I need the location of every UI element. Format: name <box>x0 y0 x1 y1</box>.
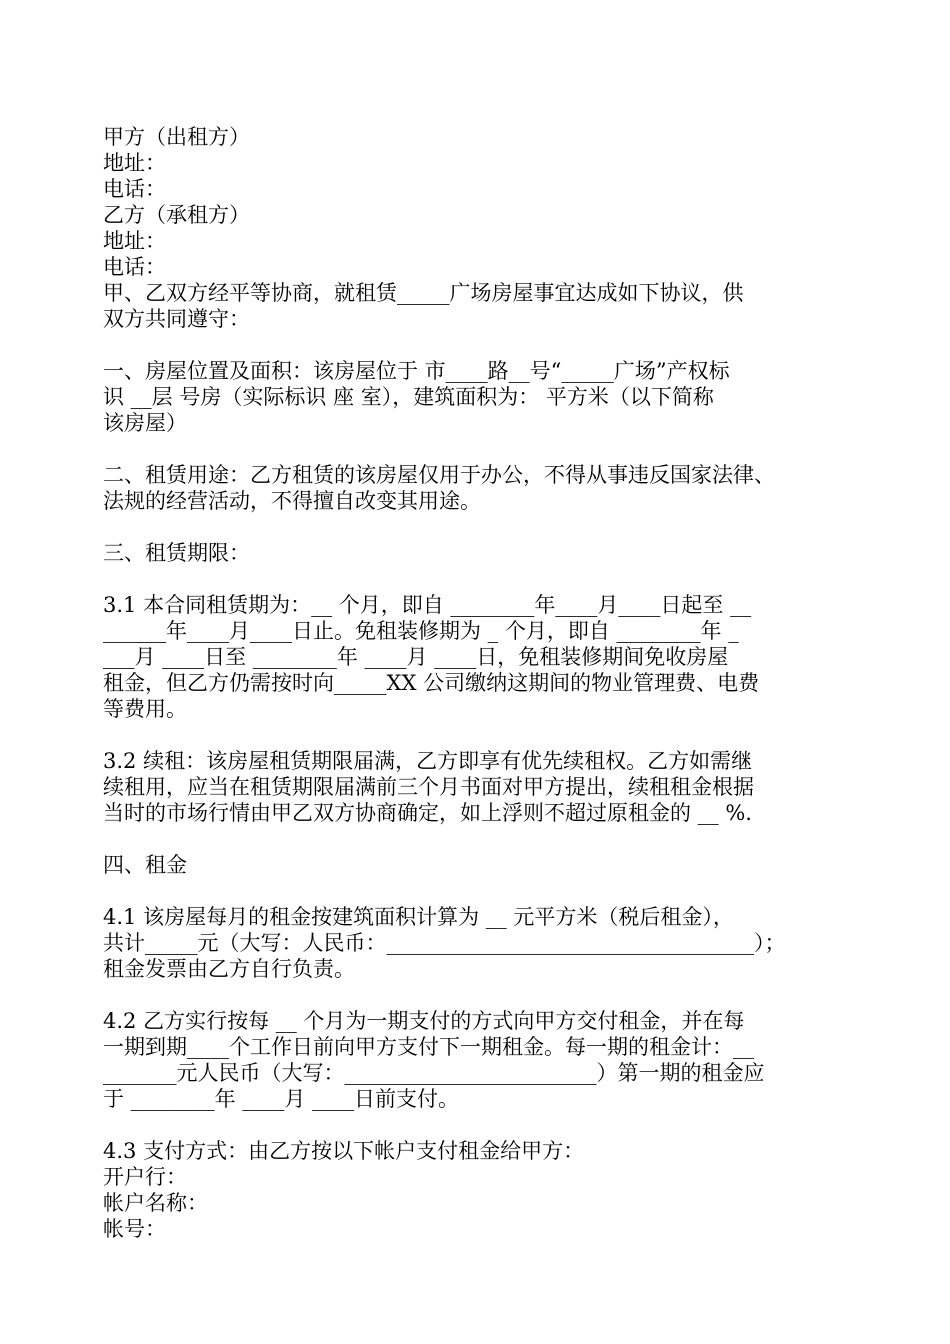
paragraph-gap <box>103 722 855 748</box>
clause-3-2-line: 3.2 续租：该房屋租赁期限届满，乙方即享有优先续租权。乙方如需继 <box>103 749 753 773</box>
clause-4-2-line: 4.2 乙方实行按每 __ 个月为一期支付的方式向甲方交付租金，并在每 <box>103 1009 745 1033</box>
paragraph-gap <box>103 514 855 540</box>
paragraph-gap <box>103 1112 855 1138</box>
bank-name-label: 开户行： <box>103 1165 187 1189</box>
clause-3-1-line: ______年____月____日止。免租装修期为 _ 个月，即自 ________年 _ <box>103 619 739 643</box>
contract-page <box>103 124 855 1242</box>
clause-4-2-line: 于 ________年 ____月 ____日前支付。 <box>103 1087 460 1111</box>
clause-4-1-line: 租金发票由乙方自行负责。 <box>103 957 355 981</box>
account-name-label: 帐户名称： <box>103 1191 208 1215</box>
intro-line: 双方共同遵守： <box>103 307 250 331</box>
clause-3-1-line: 租金，但乙方仍需按时向_____XX 公司缴纳这期间的物业管理费、电费 <box>103 671 760 695</box>
clause-4-2-line: _______元人民币（大写：________________________）第一期的租金应 <box>103 1061 765 1085</box>
party-a-title: 甲方（出租方） <box>103 125 250 149</box>
party-a-address: 地址： <box>103 151 166 175</box>
clause-3-1-line: 等费用。 <box>103 697 187 721</box>
clause-3-2-line: 续租用，应当在租赁期限届满前三个月书面对甲方提出，续租租金根据 <box>103 775 754 799</box>
paragraph-gap <box>103 332 855 358</box>
clause-3-2-line: 当时的市场行情由甲乙双方协商确定，如上浮则不超过原租金的 __ %. <box>103 801 752 825</box>
paragraph-gap <box>103 826 855 852</box>
section-3-title: 三、租赁期限： <box>103 541 250 565</box>
paragraph-gap <box>103 566 855 592</box>
section-4-title: 四、租金 <box>103 853 187 877</box>
clause-4-2-line: 一期到期____个工作日前向甲方支付下一期租金。每一期的租金计：__ <box>103 1035 754 1059</box>
paragraph-gap <box>103 878 855 904</box>
paragraph-gap <box>103 982 855 1008</box>
clause-3-1-line: ___月 ____日至 ________年 ____月 ____日，免租装修期间免收房屋 <box>103 645 729 669</box>
clause-4-1-line: 共计_____元（大写：人民币：___________________________________）； <box>103 931 786 955</box>
intro-line: 甲、乙双方经平等协商，就租赁_____广场房屋事宜达成如下协议，供 <box>103 281 744 305</box>
clause-4-1-line: 4.1 该房屋每月的租金按建筑面积计算为 __ 元平方米（税后租金）， <box>103 905 734 929</box>
section-2-line: 二、租赁用途：乙方租赁的该房屋仅用于办公，不得从事违反国家法律、 <box>103 463 775 487</box>
party-a-phone: 电话： <box>103 177 166 201</box>
clause-3-1-line: 3.1 本合同租赁期为：__ 个月，即自 ________年____月____日起至 __ <box>103 593 752 617</box>
paragraph-gap <box>103 436 855 462</box>
clause-4-3-line: 4.3 支付方式：由乙方按以下帐户支付租金给甲方： <box>103 1139 585 1163</box>
party-b-address: 地址： <box>103 229 166 253</box>
section-2-line: 法规的经营活动，不得擅自改变其用途。 <box>103 489 481 513</box>
party-b-phone: 电话： <box>103 255 166 279</box>
account-number-label: 帐号： <box>103 1217 166 1241</box>
section-1-line: 一、房屋位置及面积：该房屋位于 市____路__号“_____广场”产权标 <box>103 359 730 383</box>
section-1-line: 识 __层 号房（实际标识 座 室），建筑面积为： 平方米（以下简称 <box>103 385 714 409</box>
section-1-line: 该房屋） <box>103 411 187 435</box>
party-b-title: 乙方（承租方） <box>103 203 250 227</box>
